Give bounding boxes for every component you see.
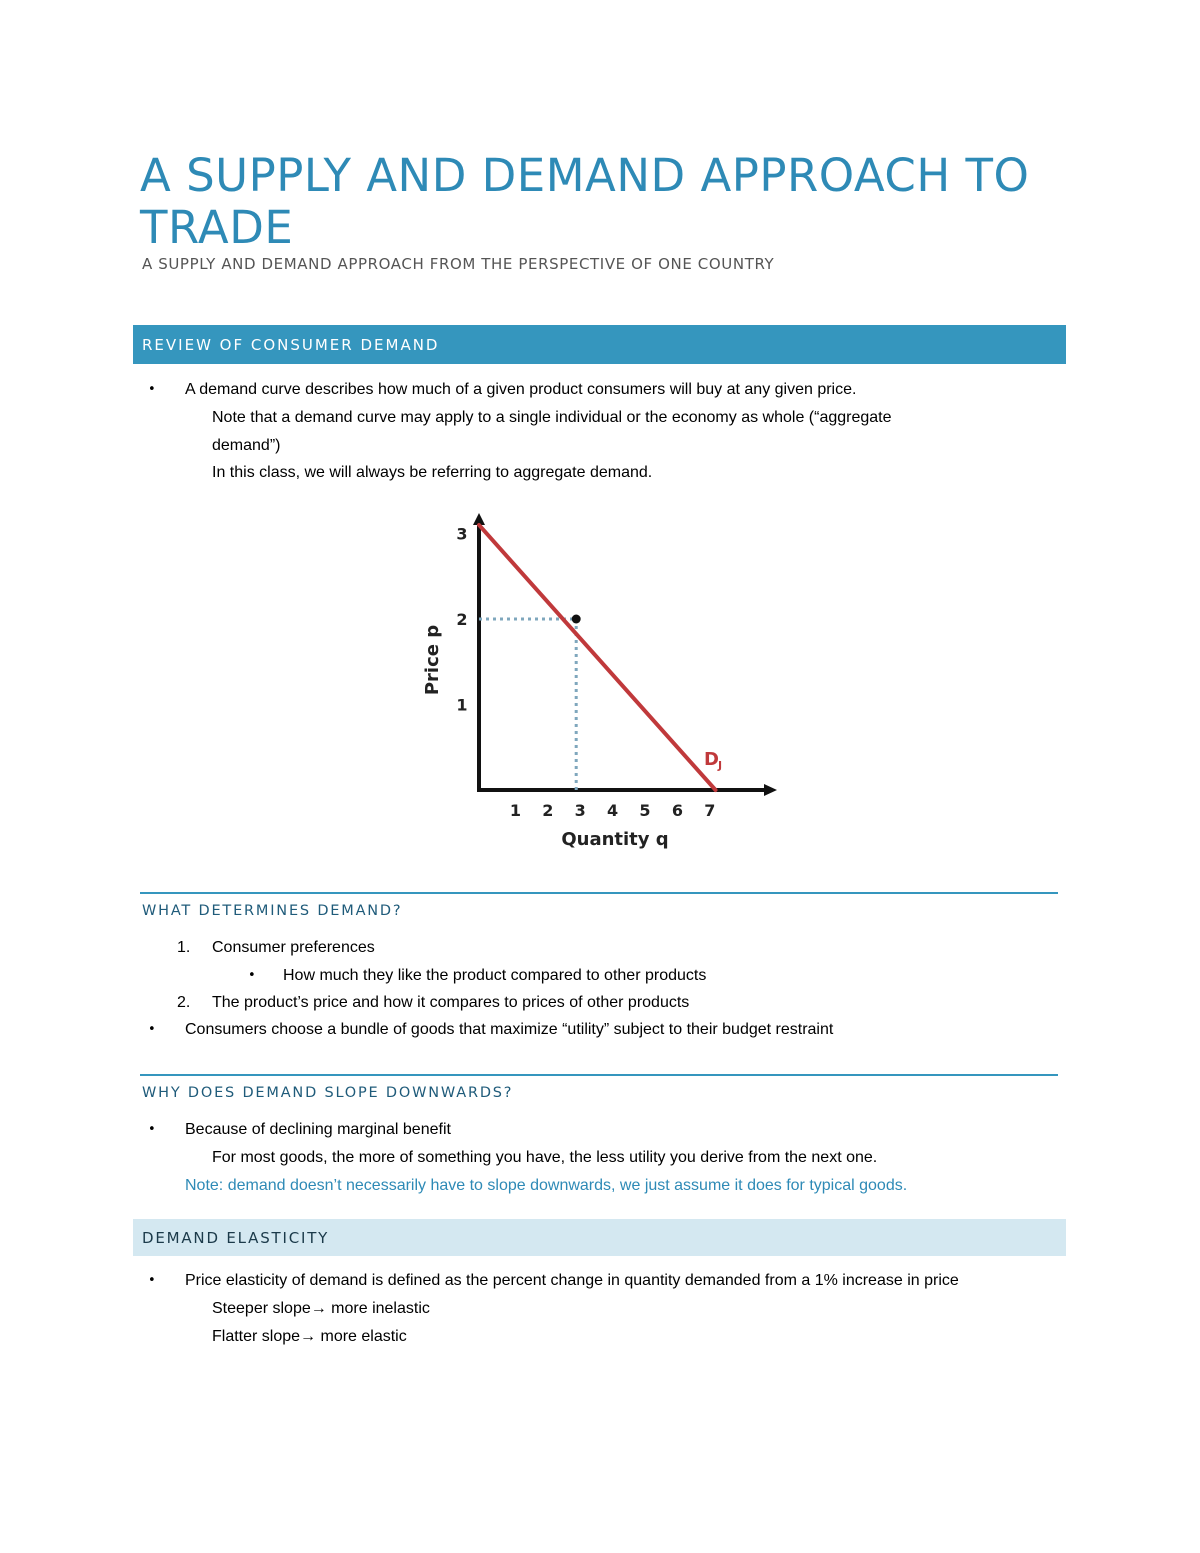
demand-curve-line xyxy=(479,525,716,790)
section-heading-elasticity: DEMAND ELASTICITY xyxy=(142,1229,330,1247)
section-heading-slope: WHY DOES DEMAND SLOPE DOWNWARDS? xyxy=(142,1085,514,1101)
section-rule-determines xyxy=(140,892,1058,894)
slope-note: Note: demand doesn’t necessarily have to slope downwards, we just assume it does for typical goods. xyxy=(185,1177,908,1194)
y-tick-label: 3 xyxy=(456,524,468,544)
y-axis-label: Price p xyxy=(422,624,443,696)
section-heading-determines: WHAT DETERMINES DEMAND? xyxy=(142,903,403,919)
curve-label-subscript: J xyxy=(718,759,723,772)
curve-label: D xyxy=(704,749,719,770)
chart-guides xyxy=(479,619,576,790)
determines-item-1: Consumer preferences xyxy=(212,939,375,956)
page-subtitle: A SUPPLY AND DEMAND APPROACH FROM THE PERSPECTIVE OF ONE COUNTRY xyxy=(142,255,775,273)
determines-bullet: Consumers choose a bundle of goods that maximize “utility” subject to their budget restraint xyxy=(185,1021,834,1038)
chart-axes xyxy=(473,513,777,796)
bullet-glyph: • xyxy=(248,968,256,983)
x-tick-label: 3 xyxy=(574,801,586,820)
page-title: A SUPPLY AND DEMAND APPROACH TO TRADE xyxy=(140,149,1030,254)
section-heading-band-elasticity xyxy=(133,1219,1066,1256)
elasticity-bullet: Price elasticity of demand is defined as the percent change in quantity demanded from a 1% increase in price xyxy=(185,1272,959,1289)
section-heading-band-review xyxy=(133,325,1066,364)
x-tick-label: 7 xyxy=(704,801,716,820)
x-tick-label: 6 xyxy=(671,801,683,820)
bullet-glyph: • xyxy=(148,382,156,397)
x-tick-label: 5 xyxy=(639,801,651,820)
review-bullet-1: A demand curve describes how much of a given product consumers will buy at any given price. xyxy=(185,381,857,398)
y-tick-label: 2 xyxy=(456,610,468,629)
slope-bullet: Because of declining marginal benefit xyxy=(185,1121,451,1138)
demand-curve-chart xyxy=(400,505,800,855)
bullet-glyph: • xyxy=(148,1122,156,1137)
determines-item-2: The product’s price and how it compares to prices of other products xyxy=(212,994,690,1011)
x-axis-arrowhead xyxy=(764,784,777,796)
elasticity-sub-1: Steeper slope→ more inelastic xyxy=(212,1300,430,1317)
determines-item-1-sub: How much they like the product compared to other products xyxy=(283,967,707,984)
elasticity-sub-2: Flatter slope→ more elastic xyxy=(212,1328,407,1345)
section-heading-review: REVIEW OF CONSUMER DEMAND xyxy=(142,336,440,354)
review-sub-1b: demand”) xyxy=(212,437,281,454)
highlight-point xyxy=(572,615,581,624)
slope-sub: For most goods, the more of something you have, the less utility you derive from the next one. xyxy=(212,1149,878,1166)
x-tick-label: 1 xyxy=(509,801,521,820)
review-sub-2: In this class, we will always be referring to aggregate demand. xyxy=(212,464,653,481)
chart-curve xyxy=(479,525,716,790)
bullet-glyph: • xyxy=(148,1022,156,1037)
x-tick-label: 2 xyxy=(542,801,554,820)
bullet-glyph: • xyxy=(148,1273,156,1288)
determines-item-1-number: 1. xyxy=(177,939,191,956)
x-axis-label: Quantity q xyxy=(561,829,669,850)
review-sub-1a: Note that a demand curve may apply to a single individual or the economy as whole (“aggregate xyxy=(212,409,892,426)
y-tick-label: 1 xyxy=(456,695,468,715)
determines-item-2-number: 2. xyxy=(177,994,191,1011)
x-tick-label: 4 xyxy=(607,801,619,820)
chart-labels xyxy=(422,525,722,851)
section-rule-slope xyxy=(140,1074,1058,1076)
